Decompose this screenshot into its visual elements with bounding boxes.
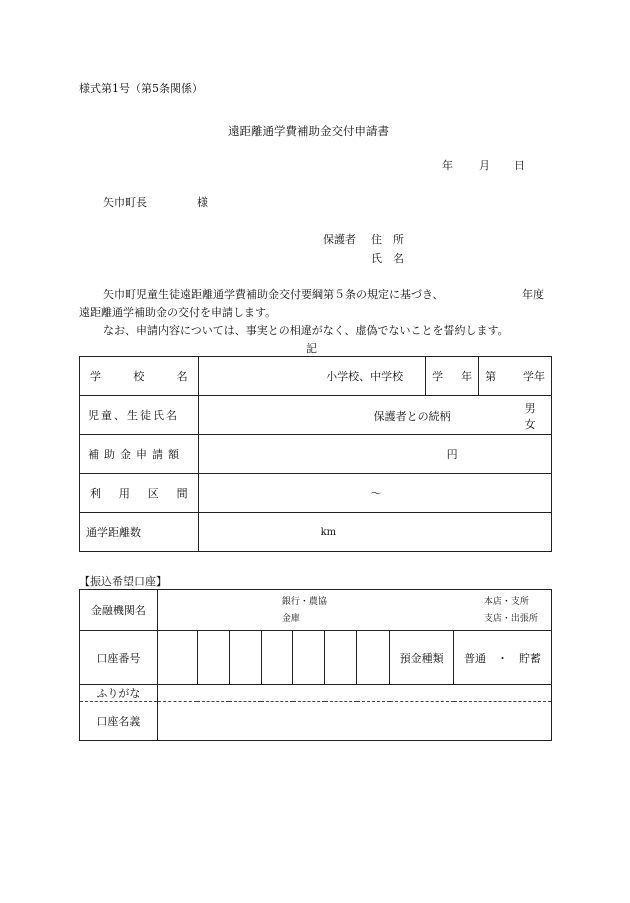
furigana-label: ふりがな	[80, 685, 158, 702]
application-table	[79, 356, 552, 552]
body-line1-suffix: 年度	[522, 288, 544, 301]
applicant-role: 保護者	[323, 233, 356, 246]
holder-label: 口座名義	[80, 702, 158, 741]
ki-label: 記	[306, 342, 317, 355]
deposit-type-label: 預金種類	[390, 631, 454, 685]
body-line1: 矢巾町児童生徒遠距離通学費補助金交付要綱第５条の規定に基づき、	[103, 288, 444, 301]
bank-types-1: 銀行・農協	[281, 597, 327, 607]
amount-label: 補助金申請額	[80, 435, 199, 474]
institution-cell	[157, 590, 551, 631]
branch-1: 本店・支所	[483, 597, 529, 607]
account-digit-box[interactable]	[325, 631, 357, 685]
account-digit-box[interactable]	[157, 631, 197, 685]
bank-types-2: 金庫	[281, 614, 300, 624]
date-month: 月	[479, 159, 490, 172]
addressee-honorific: 様	[197, 196, 208, 209]
page-title: 遠距離通学費補助金交付申請書	[228, 124, 389, 138]
account-digit-box[interactable]	[197, 631, 229, 685]
body-line2: 遠距離通学補助金の交付を申請します。	[79, 306, 277, 319]
account-digit-box[interactable]	[261, 631, 293, 685]
furigana-field[interactable]	[157, 685, 551, 702]
account-digit-box[interactable]	[357, 631, 390, 685]
deposit-options: 普通 ・ 貯蓄	[454, 631, 552, 685]
distance-unit: km	[198, 513, 551, 552]
grade-label-cell: 学 年	[426, 357, 479, 396]
student-name-label: 児童、生徒氏名	[80, 396, 199, 435]
gender-female: 女	[524, 418, 536, 431]
distance-label: 通学距離数	[80, 513, 199, 552]
relation-label: 保護者との続柄	[373, 410, 451, 423]
form-number: 様式第1号（第5条関係）	[79, 82, 203, 95]
addressee-name: 矢巾町長	[103, 196, 147, 209]
date-year: 年	[442, 159, 453, 172]
applicant-name-label: 氏 名	[371, 252, 404, 265]
section-separator: ～	[198, 474, 551, 513]
amount-unit: 円	[198, 435, 551, 474]
bank-heading: 【振込希望口座】	[79, 575, 167, 588]
school-label-cell: 学 校 名	[80, 357, 199, 396]
section-label-cell: 利 用 区 間	[80, 474, 199, 513]
account-digit-box[interactable]	[229, 631, 261, 685]
date-day: 日	[514, 159, 525, 172]
grade-value-cell: 第 学年	[479, 357, 552, 396]
gender-male: 男	[524, 402, 536, 415]
account-digit-box[interactable]	[293, 631, 325, 685]
branch-2: 支店・出張所	[483, 614, 538, 624]
bank-table	[79, 589, 552, 741]
applicant-address-label: 住 所	[371, 233, 404, 246]
student-name-cell	[198, 396, 551, 435]
account-number-label: 口座番号	[80, 631, 158, 685]
school-value: 小学校、中学校	[198, 357, 426, 396]
body-line3: なお、申請内容については、事実との相違がなく、虚偽でないことを誓約します。	[103, 324, 509, 337]
holder-field[interactable]	[157, 702, 551, 741]
institution-label: 金融機関名	[80, 590, 158, 631]
